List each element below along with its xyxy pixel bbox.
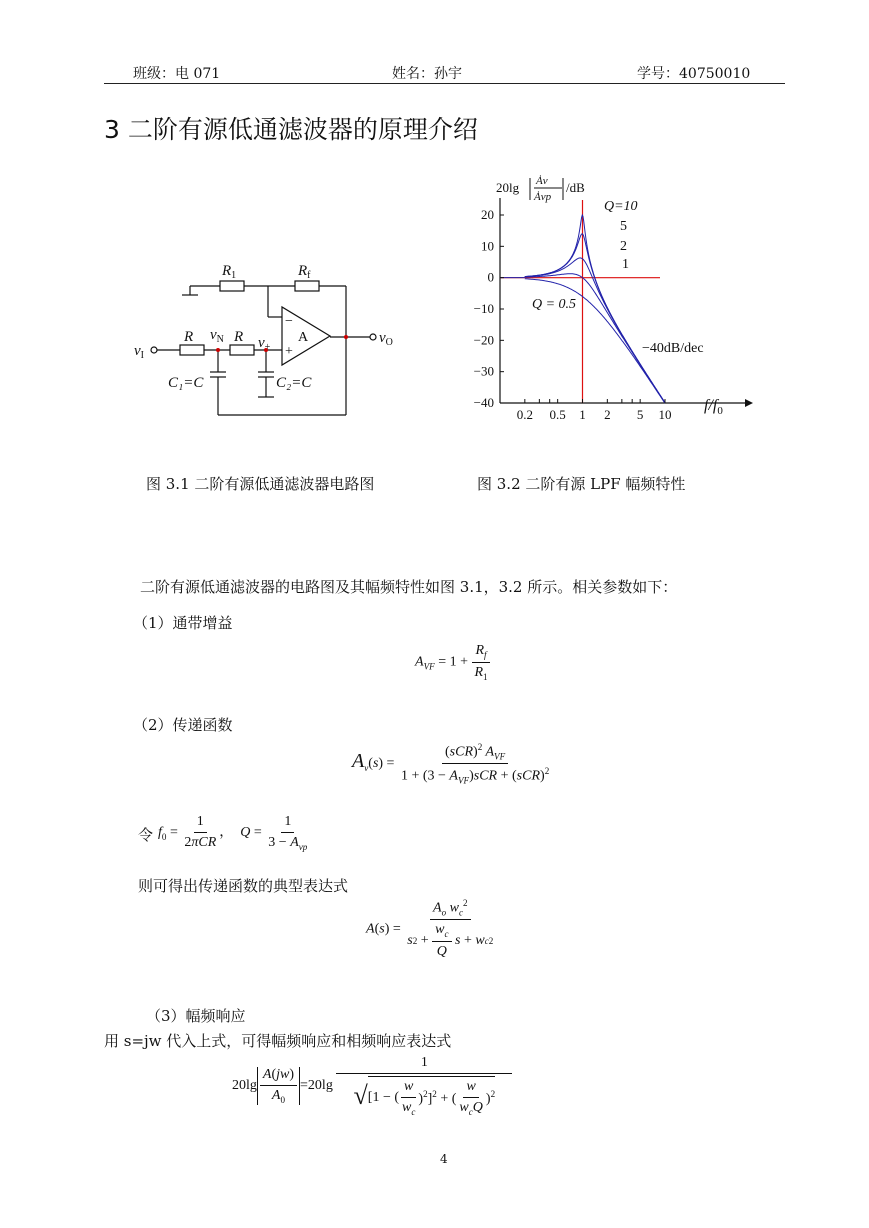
chart-ylabel-prefix: 20lg <box>496 180 520 195</box>
x-tick-label: 5 <box>636 407 644 422</box>
y-tick-label: −10 <box>473 301 494 316</box>
chart-ylabel-unit: /dB <box>566 180 585 195</box>
svg-text:A: A <box>298 330 309 345</box>
svg-text:R1: $R_1$ <box>222 263 237 281</box>
series-line <box>525 274 665 403</box>
y-tick-label: 20 <box>481 207 494 222</box>
svg-text:vO: $v_O$ <box>379 330 393 348</box>
let-prefix: 令 <box>138 826 154 844</box>
equation-magnitude-response: 20lg $\frac{A(jw)}{A_0}$ =20lg 1 √ [1 − ( $\frac{w}{w_c}$ )$^2$]$^2$ + ( $\frac{w}{w_cQ}$ )$^2$ <box>232 1055 512 1117</box>
item1-heading: （1）通带增益 <box>133 614 233 632</box>
svg-text:v+: $v_+$ <box>258 335 271 353</box>
equation-f0-q: $f_0$ = $\frac{1}{\text{2πCR}}$ ， Q = $\frac{1}{3 - A_{vp}}$ <box>158 814 308 852</box>
section-title: 3 二阶有源低通滤波器的原理介绍 <box>104 115 478 144</box>
intro-text: 二阶有源低通滤波器的电路图及其幅频特性如图 3.1，3.2 所示。相关参数如下： <box>140 578 678 596</box>
q1-label: 1 <box>622 257 629 272</box>
svg-text:Rf: $R_f$ <box>298 263 311 281</box>
series-line <box>525 234 665 403</box>
slope-label: −40dB/dec <box>642 341 704 356</box>
chart-ylabel-num: Ȧv <box>536 175 548 187</box>
svg-text:R: R <box>234 329 244 345</box>
svg-text:vI: $v_I$ <box>134 343 145 361</box>
chart-ylabel-den: Ȧvp <box>534 191 552 203</box>
x-tick-label: 0.2 <box>516 407 533 422</box>
y-tick-label: −40 <box>473 395 494 410</box>
svg-text:f/f0: $f/f_0$ <box>704 397 723 417</box>
lpf-magnitude-chart <box>460 170 780 430</box>
svg-text:vN: $v_N$ <box>210 327 224 345</box>
figure2-caption: 图 3.2 二阶有源 LPF 幅频特性 <box>477 475 686 493</box>
svg-text:−: − <box>285 314 293 329</box>
equation-transfer-function: $A_v(s)$ = $\frac{(sCR)^2 A_{VF}}{1 + (3 - A_{VF})sCR + (sCR)^2}$ <box>352 742 550 786</box>
header-class: 班级：电 071 <box>133 66 221 82</box>
item2-heading: （2）传递函数 <box>133 716 233 734</box>
svg-text:R: R <box>184 329 194 345</box>
y-tick-label: 10 <box>481 238 494 254</box>
x-tick-label: 1 <box>579 407 586 422</box>
q10-label: Q=10 <box>604 199 638 214</box>
y-tick-label: −20 <box>473 332 494 348</box>
item3-heading: （3）幅频响应 <box>146 1007 246 1025</box>
q2-label: 2 <box>620 239 627 254</box>
svg-text:C₂=C: C₂=C <box>276 375 312 391</box>
y-tick-label: −30 <box>473 363 494 379</box>
header-rule <box>104 83 785 84</box>
x-tick-label: 2 <box>604 407 611 422</box>
equation-typical-form: A(s) = $A_o$ $w_c^2$ s 2 + $\frac{w_c}{Q}$ s + w c 2 <box>366 898 494 960</box>
x-tick-label: 0.5 <box>549 407 566 422</box>
page-number: 4 <box>440 1152 448 1166</box>
circuit-diagram <box>130 255 430 430</box>
svg-text:+: + <box>285 344 293 359</box>
y-tick-label: 0 <box>487 269 494 285</box>
substitute-text: 用 s=jw 代入上式，可得幅频响应和相频响应表达式 <box>104 1032 452 1050</box>
equation-passband-gain: $A_{VF} = 1$ + $\frac{R_f}{R_1}$ <box>415 643 488 682</box>
x-axis-arrow <box>745 399 753 407</box>
header-name: 姓名：孙宇 <box>392 66 462 82</box>
x-tick-label: 10 <box>658 407 672 422</box>
q05-label: Q = 0.5 <box>532 297 577 312</box>
figure1-caption: 图 3.1 二阶有源低通滤波器电路图 <box>146 475 375 493</box>
header-id: 学号：40750010 <box>637 66 751 82</box>
typical-text: 则可得出传递函数的典型表达式 <box>138 877 349 895</box>
q5-label: 5 <box>620 219 627 234</box>
svg-text:C₁=C: C₁=C <box>168 375 204 391</box>
